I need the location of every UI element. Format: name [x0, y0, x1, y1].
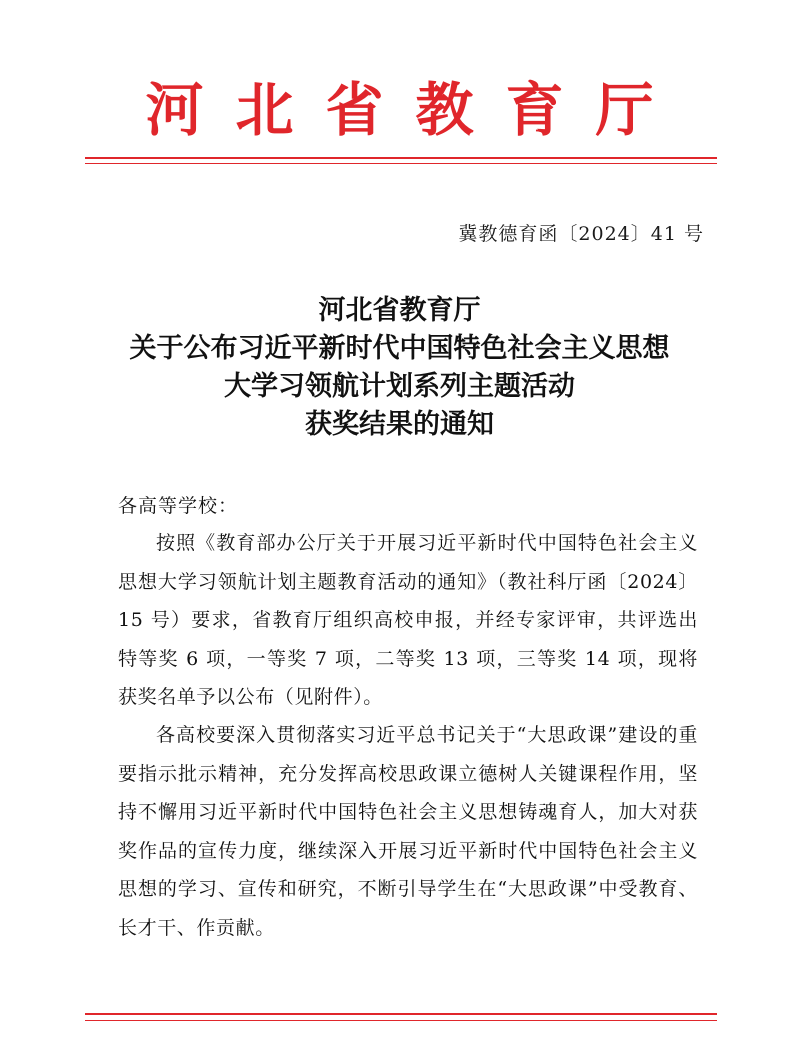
title-line: 关于公布习近平新时代中国特色社会主义思想 [129, 333, 670, 364]
footer-red-rule-thin [85, 1020, 717, 1021]
body-paragraph: 各高校要深入贯彻落实习近平总书记关于“大思政课”建设的重要指示批示精神，充分发挥高校思政课立德树人关键课程作用，坚持不懈用习近平新时代中国特色社会主义思想铸魂育人，加大对获奖作品的宣传力度，继续深入开展习近平新时代中国特色社会主义思想的学习、宣传和研究，不断引导学生在“大思政课”中受教育、长才干、作贡献。 [118, 724, 698, 939]
issuer-masthead: 河北省教育厅 [145, 76, 686, 144]
document-title [0, 292, 799, 444]
body-paragraph: 按照《教育部办公厅关于开展习近平新时代中国特色社会主义思想大学习领航计划主题教育活动的通知》（教社科厅函〔2024〕15 号）要求，省教育厅组织高校申报，并经专家评审，共评选出特等奖 6 项，一等奖 7 项，二等奖 13 项，三等奖 14 项，现将获奖名单予以公布（见附件）。 [118, 532, 698, 708]
masthead-red-rule [85, 157, 717, 159]
title-line: 河北省教育厅 [318, 295, 481, 326]
salutation: 各高等学校： [118, 495, 239, 517]
masthead-red-rule-thin [85, 163, 717, 164]
title-line: 获奖结果的通知 [305, 409, 494, 440]
footer-red-rule [85, 1013, 717, 1015]
title-line: 大学习领航计划系列主题活动 [224, 371, 575, 402]
document-number: 冀教德育函〔2024〕41 号 [458, 223, 704, 245]
